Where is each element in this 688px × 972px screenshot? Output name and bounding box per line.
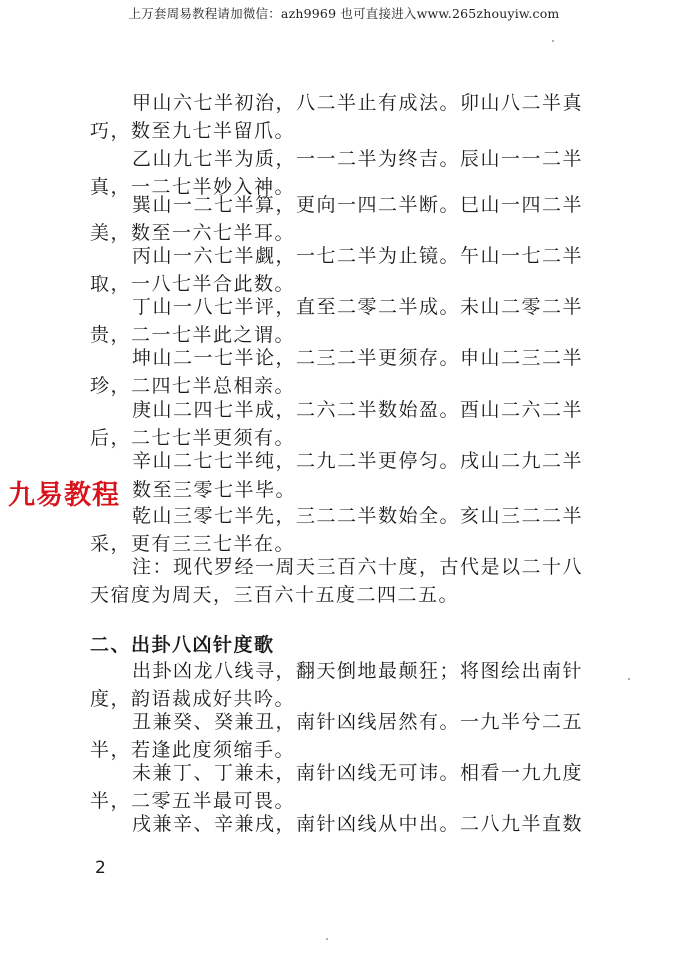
text-line: 丙山一六七半觑，一七二半为止镜。午山一七二半: [132, 245, 584, 267]
text-line: 巽山一二七半算，更向一四二半断。巳山一四二半: [132, 194, 584, 216]
text-line: 美，数至一六七半耳。: [90, 222, 296, 244]
text-line: 取，一八七半合此数。: [90, 273, 296, 295]
text-line: 乙山九七半为质，一一二半为终吉。辰山一一二半: [132, 148, 584, 170]
scan-speck: [552, 40, 554, 42]
text-line: 甲山六七半初治，八二半止有成法。卯山八二半真: [132, 92, 584, 114]
text-line: 坤山二一七半论，二三二半更须存。申山二三二半: [132, 347, 584, 369]
text-line: 出卦凶龙八线寻，翻天倒地最颠狂；将图绘出南针: [132, 660, 584, 682]
text-line: 未兼丁、丁兼未，南针凶线无可讳。相看一九九度: [132, 762, 584, 784]
text-line: 注：现代罗经一周天三百六十度，古代是以二十八: [132, 556, 584, 578]
text-line: 戌兼辛、辛兼戌，南针凶线从中出。二八九半直数: [132, 813, 584, 835]
scan-speck: [628, 678, 630, 680]
text-line: 采，更有三三七半在。: [90, 533, 296, 555]
text-line: 半，若逢此度须缩手。: [90, 739, 296, 761]
text-line: 半，二零五半最可畏。: [90, 790, 296, 812]
text-line: 天宿度为周天，三百六十五度二四二五。: [90, 584, 460, 606]
text-line: 丁山一八七半评，直至二零二半成。未山二零二半: [132, 296, 584, 318]
section-heading: 二、出卦八凶针度歌: [90, 634, 275, 656]
text-line: 庚山二四七半成，二六二半数始盈。酉山二六二半: [132, 399, 584, 421]
text-line: 度，韵语裁成好共吟。: [90, 688, 296, 710]
text-line: 贵，二一七半此之谓。: [90, 324, 296, 346]
watermark-logo: 九易教程: [8, 480, 120, 511]
page-header: 上万套周易教程请加微信：azh9969 也可直接进入www.265zhouyiw.com: [128, 6, 560, 21]
text-line: 乾山三零七半先，三二二半数始全。亥山三二二半: [132, 505, 584, 527]
text-line: 数至三零七半毕。: [132, 479, 297, 501]
text-line: 巧，数至九七半留爪。: [90, 120, 296, 142]
text-line: 珍，二四七半总相亲。: [90, 375, 296, 397]
scan-speck: [326, 938, 328, 940]
text-line: 丑兼癸、癸兼丑，南针凶线居然有。一九半兮二五: [132, 711, 584, 733]
page-number: 2: [95, 858, 106, 878]
text-line: 后，二七七半更须有。: [90, 427, 296, 449]
text-line: 辛山二七七半纯，二九二半更停匀。戌山二九二半: [132, 450, 584, 472]
text-line: 真，一二七半妙入神。: [90, 176, 296, 198]
